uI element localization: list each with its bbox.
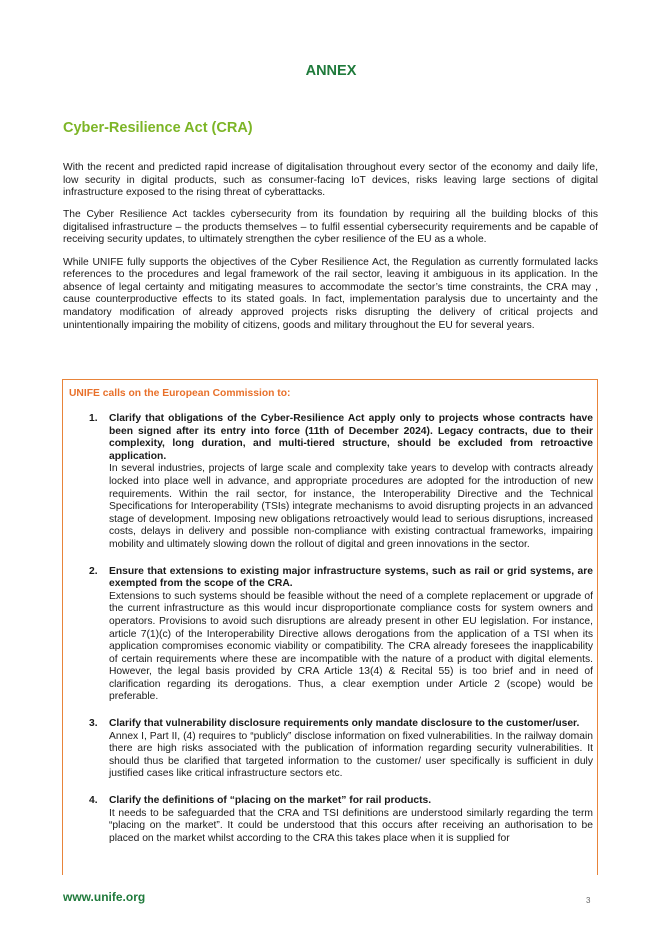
- item-heading: Clarify the definitions of “placing on the market” for rail products.: [109, 795, 432, 807]
- recommendation-item: [89, 795, 593, 845]
- page-number: 3: [586, 896, 591, 905]
- item-number: 2.: [89, 565, 98, 577]
- intro-paragraph: With the recent and predicted rapid increase of digitalisation throughout every sector of the economy and daily life, low security in digital products, such as consumer-facing IoT devices, risks leaving large sections of digital infrastructure exposed to the rising threat of cyberattacks.: [63, 162, 598, 199]
- intro-paragraph: The Cyber Resilience Act tackles cybersecurity from its foundation by requiring all the building blocks of this digitalised infrastructure – the products themselves – to fulfil essential cybersecurity requirements and be capable of receiving security updates, to ultimately strengthen the cyber resilience of the EU as a whole.: [63, 209, 598, 246]
- item-heading: Clarify that vulnerability disclosure requirements only mandate disclosure to the customer/user.: [109, 718, 580, 730]
- item-body: Extensions to such systems should be feasible without the need of a complete replacement or upgrade of the current infrastructure as this would incur disproportionate compliance costs for system owners and operators. Provisions to avoid such disruptions are already present in other EU legislation. For instance, article 7(1)(c) of the Interoperability Directive allows derogations from the application of a TSI when its application compromises economic viability or compatibility. The CRA already foresees the inapplicability of certain requirements where these are incompatible with the nature of a product with digital elements. However, the legal basis provided by CRA Article 13(4) & Recital 55) is too brief and in need of clarification regarding its derogations. Thus, a clear exemption under Article 2 (scope) would be preferable.: [109, 590, 593, 703]
- item-number: 1.: [89, 413, 98, 424]
- item-body: In several industries, projects of large scale and complexity take years to develop with contracts already locked into place well in advance, and appropriate procedures are adopted for the introduction of new requirements. Within the rail sector, for instance, the Interoperability Directive and the Technical Specifications for Interoperability (TSIs) integrate mechanisms to avoid disrupting projects in an advanced stage of development. Imposing new obligations retroactively would lead to serious disruptions, increased costs, delays in delivery and possible non-compliance with existing contractual frameworks, impairing mobility and ultimately slowing down the rollout of digital and green innovations in the sector.: [109, 463, 593, 550]
- item-body: Annex I, Part II, (4) requires to “publicly” disclose information on fixed vulnerabilities. In the railway domain there are high risks associated with the publication of information regarding security vulnerabilities. It should thus be clarified that targeted information to the customer/ user specifically is sufficient in duly justified cases like critical infrastructure sectors etc.: [109, 730, 593, 780]
- call-to-action-box: [62, 379, 598, 875]
- section-title: Cyber-Resilience Act (CRA): [63, 120, 253, 136]
- item-number: 4.: [89, 795, 98, 807]
- recommendation-item: [89, 566, 593, 705]
- item-heading: Ensure that extensions to existing major infrastructure systems, such as rail or grid systems, are exempted from the scope of the CRA.: [109, 565, 593, 590]
- annex-heading: ANNEX: [305, 63, 357, 79]
- recommendation-item: [89, 718, 593, 781]
- item-heading: Clarify that obligations of the Cyber-Resilience Act apply only to projects whose contracts have been signed after its entry into force (11th of December 2024). Legacy contracts, due to their complexity, long duration, and multi-tiered structure, should be excluded from retroactive application.: [109, 413, 593, 462]
- recommendation-list: [89, 413, 593, 859]
- intro-paragraph: While UNIFE fully supports the objectives of the Cyber Resilience Act, the Regulation as currently formulated lacks references to the procedures and legal framework of the rail sector, leaving it ambiguous in its application. In the absence of legal certainty and mitigating measures to accommodate the sector’s time constraints, the CRA may , cause counterproductive effects to its stated goals. In fact, implementation paralysis due to uncertainty and the mandatory modification of already approved projects risks disrupting the delivery of critical projects and unintentionally impairing the mobility of citizens, goods and military throughout the EU for several years.: [63, 256, 598, 331]
- item-body: It needs to be safeguarded that the CRA and TSI definitions are understood similarly regarding the term “placing on the market”. It could be understood that this occurs after receiving an authorisation to be placed on the market whilst according to the CRA this takes place when it is supplied for: [109, 807, 593, 844]
- call-to-action-heading: UNIFE calls on the European Commission to:: [69, 388, 291, 399]
- website-link[interactable]: www.unife.org: [63, 890, 146, 904]
- item-number: 3.: [89, 718, 98, 730]
- intro-text: [63, 162, 598, 342]
- recommendation-item: [89, 413, 593, 552]
